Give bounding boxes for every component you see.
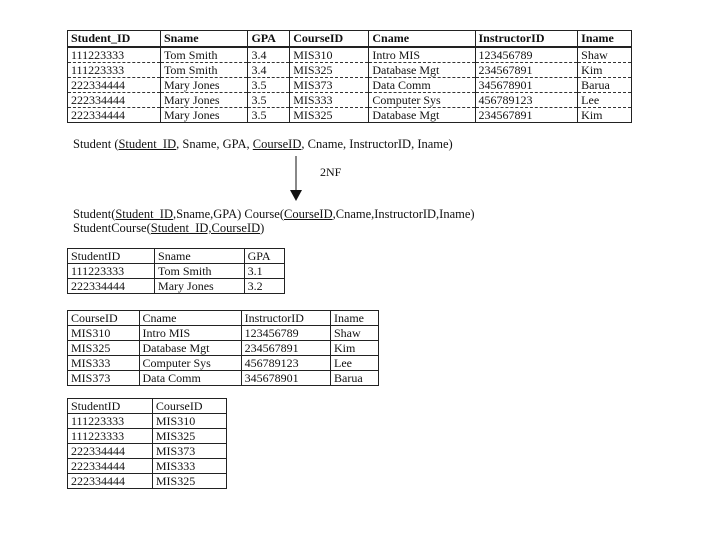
col-header: GPA bbox=[248, 31, 290, 48]
schema-text: Student ( bbox=[73, 137, 119, 151]
cell: 222334444 bbox=[68, 459, 153, 474]
cell: MIS325 bbox=[290, 63, 369, 78]
table-row bbox=[68, 356, 379, 371]
cell: 222334444 bbox=[68, 474, 153, 489]
student-course-table bbox=[67, 398, 227, 489]
cell: 3.4 bbox=[248, 63, 290, 78]
col-header: StudentID bbox=[68, 399, 153, 414]
col-header: InstructorID bbox=[475, 31, 578, 48]
cell: MIS310 bbox=[152, 414, 226, 429]
cell: 456789123 bbox=[241, 356, 330, 371]
col-header: Sname bbox=[155, 249, 245, 264]
cell: MIS310 bbox=[290, 47, 369, 63]
cell: MIS333 bbox=[152, 459, 226, 474]
cell: Mary Jones bbox=[160, 78, 248, 93]
cell: Data Comm bbox=[139, 371, 241, 386]
cell: MIS325 bbox=[68, 341, 140, 356]
col-header: Iname bbox=[331, 311, 379, 326]
cell: Database Mgt bbox=[369, 108, 475, 123]
cell: Mary Jones bbox=[155, 279, 245, 294]
table-row bbox=[68, 341, 379, 356]
cell: Data Comm bbox=[369, 78, 475, 93]
col-header: Sname bbox=[160, 31, 248, 48]
cell: 3.2 bbox=[244, 279, 284, 294]
table-row bbox=[68, 444, 227, 459]
cell: MIS333 bbox=[290, 93, 369, 108]
cell: Kim bbox=[578, 108, 632, 123]
table-row bbox=[68, 264, 285, 279]
cell: 222334444 bbox=[68, 78, 161, 93]
cell: Mary Jones bbox=[160, 108, 248, 123]
cell: Tom Smith bbox=[155, 264, 245, 279]
cell: 222334444 bbox=[68, 93, 161, 108]
cell: 345678901 bbox=[241, 371, 330, 386]
cell: 3.5 bbox=[248, 108, 290, 123]
table-row bbox=[68, 63, 632, 78]
cell: Lee bbox=[578, 93, 632, 108]
cell: 3.5 bbox=[248, 93, 290, 108]
transition-label: 2NF bbox=[320, 165, 342, 179]
cell: Database Mgt bbox=[139, 341, 241, 356]
cell: 123456789 bbox=[475, 47, 578, 63]
unnormalized-table bbox=[67, 30, 632, 123]
col-header: InstructorID bbox=[241, 311, 330, 326]
cell: 3.1 bbox=[244, 264, 284, 279]
table-row bbox=[68, 326, 379, 341]
primary-key: Student_ID,CourseID bbox=[150, 221, 261, 235]
col-header: CourseID bbox=[152, 399, 226, 414]
cell: 111223333 bbox=[68, 264, 155, 279]
course-table bbox=[67, 310, 379, 386]
cell: Shaw bbox=[578, 47, 632, 63]
table-row bbox=[68, 47, 632, 63]
cell: MIS333 bbox=[68, 356, 140, 371]
schema-text: ) bbox=[260, 221, 265, 235]
col-header: Student_ID bbox=[68, 31, 161, 48]
col-header: Cname bbox=[369, 31, 475, 48]
cell: MIS373 bbox=[290, 78, 369, 93]
schema-text: , Cname, InstructorID, Iname) bbox=[301, 137, 453, 151]
cell: 345678901 bbox=[475, 78, 578, 93]
cell: MIS325 bbox=[290, 108, 369, 123]
cell: 234567891 bbox=[475, 63, 578, 78]
cell: Kim bbox=[331, 341, 379, 356]
col-header: StudentID bbox=[68, 249, 155, 264]
schema-text: ,Sname,GPA) Course( bbox=[173, 207, 284, 221]
schema-text: ,Cname,InstructorID,Iname) bbox=[332, 207, 475, 221]
schema-after-line2 bbox=[73, 221, 264, 236]
cell: Intro MIS bbox=[369, 47, 475, 63]
cell: MIS310 bbox=[68, 326, 140, 341]
col-header: GPA bbox=[244, 249, 284, 264]
table-row bbox=[68, 459, 227, 474]
cell: Kim bbox=[578, 63, 632, 78]
table-row bbox=[68, 429, 227, 444]
cell: 111223333 bbox=[68, 414, 153, 429]
cell: 123456789 bbox=[241, 326, 330, 341]
cell: Barua bbox=[578, 78, 632, 93]
cell: 234567891 bbox=[475, 108, 578, 123]
cell: 222334444 bbox=[68, 279, 155, 294]
primary-key: CourseID bbox=[284, 207, 333, 221]
cell: Intro MIS bbox=[139, 326, 241, 341]
cell: Computer Sys bbox=[369, 93, 475, 108]
table-row bbox=[68, 474, 227, 489]
down-arrow-icon bbox=[288, 156, 304, 202]
cell: 222334444 bbox=[68, 444, 153, 459]
table-row bbox=[68, 78, 632, 93]
cell: MIS325 bbox=[152, 474, 226, 489]
primary-key: CourseID bbox=[252, 137, 302, 151]
cell: Barua bbox=[331, 371, 379, 386]
col-header: CourseID bbox=[68, 311, 140, 326]
col-header: Iname bbox=[578, 31, 632, 48]
cell: Computer Sys bbox=[139, 356, 241, 371]
cell: Shaw bbox=[331, 326, 379, 341]
table-row bbox=[68, 108, 632, 123]
cell: MIS373 bbox=[152, 444, 226, 459]
table-row bbox=[68, 93, 632, 108]
schema-text: Student( bbox=[73, 207, 116, 221]
schema-before bbox=[73, 137, 453, 152]
col-header: CourseID bbox=[290, 31, 369, 48]
cell: 222334444 bbox=[68, 108, 161, 123]
table-row bbox=[68, 279, 285, 294]
schema-text: , Sname, GPA, bbox=[176, 137, 253, 151]
table-row bbox=[68, 414, 227, 429]
student-table bbox=[67, 248, 285, 294]
cell: Mary Jones bbox=[160, 93, 248, 108]
cell: Database Mgt bbox=[369, 63, 475, 78]
cell: 3.5 bbox=[248, 78, 290, 93]
cell: Tom Smith bbox=[160, 63, 248, 78]
cell: 111223333 bbox=[68, 63, 161, 78]
cell: Tom Smith bbox=[160, 47, 248, 63]
cell: MIS325 bbox=[152, 429, 226, 444]
col-header: Cname bbox=[139, 311, 241, 326]
schema-after-line1 bbox=[73, 207, 475, 222]
cell: 234567891 bbox=[241, 341, 330, 356]
cell: 3.4 bbox=[248, 47, 290, 63]
primary-key: Student_ID bbox=[115, 207, 173, 221]
table-row bbox=[68, 371, 379, 386]
primary-key: Student_ID bbox=[118, 137, 177, 151]
cell: 111223333 bbox=[68, 47, 161, 63]
cell: Lee bbox=[331, 356, 379, 371]
cell: MIS373 bbox=[68, 371, 140, 386]
cell: 111223333 bbox=[68, 429, 153, 444]
cell: 456789123 bbox=[475, 93, 578, 108]
schema-text: StudentCourse( bbox=[73, 221, 151, 235]
